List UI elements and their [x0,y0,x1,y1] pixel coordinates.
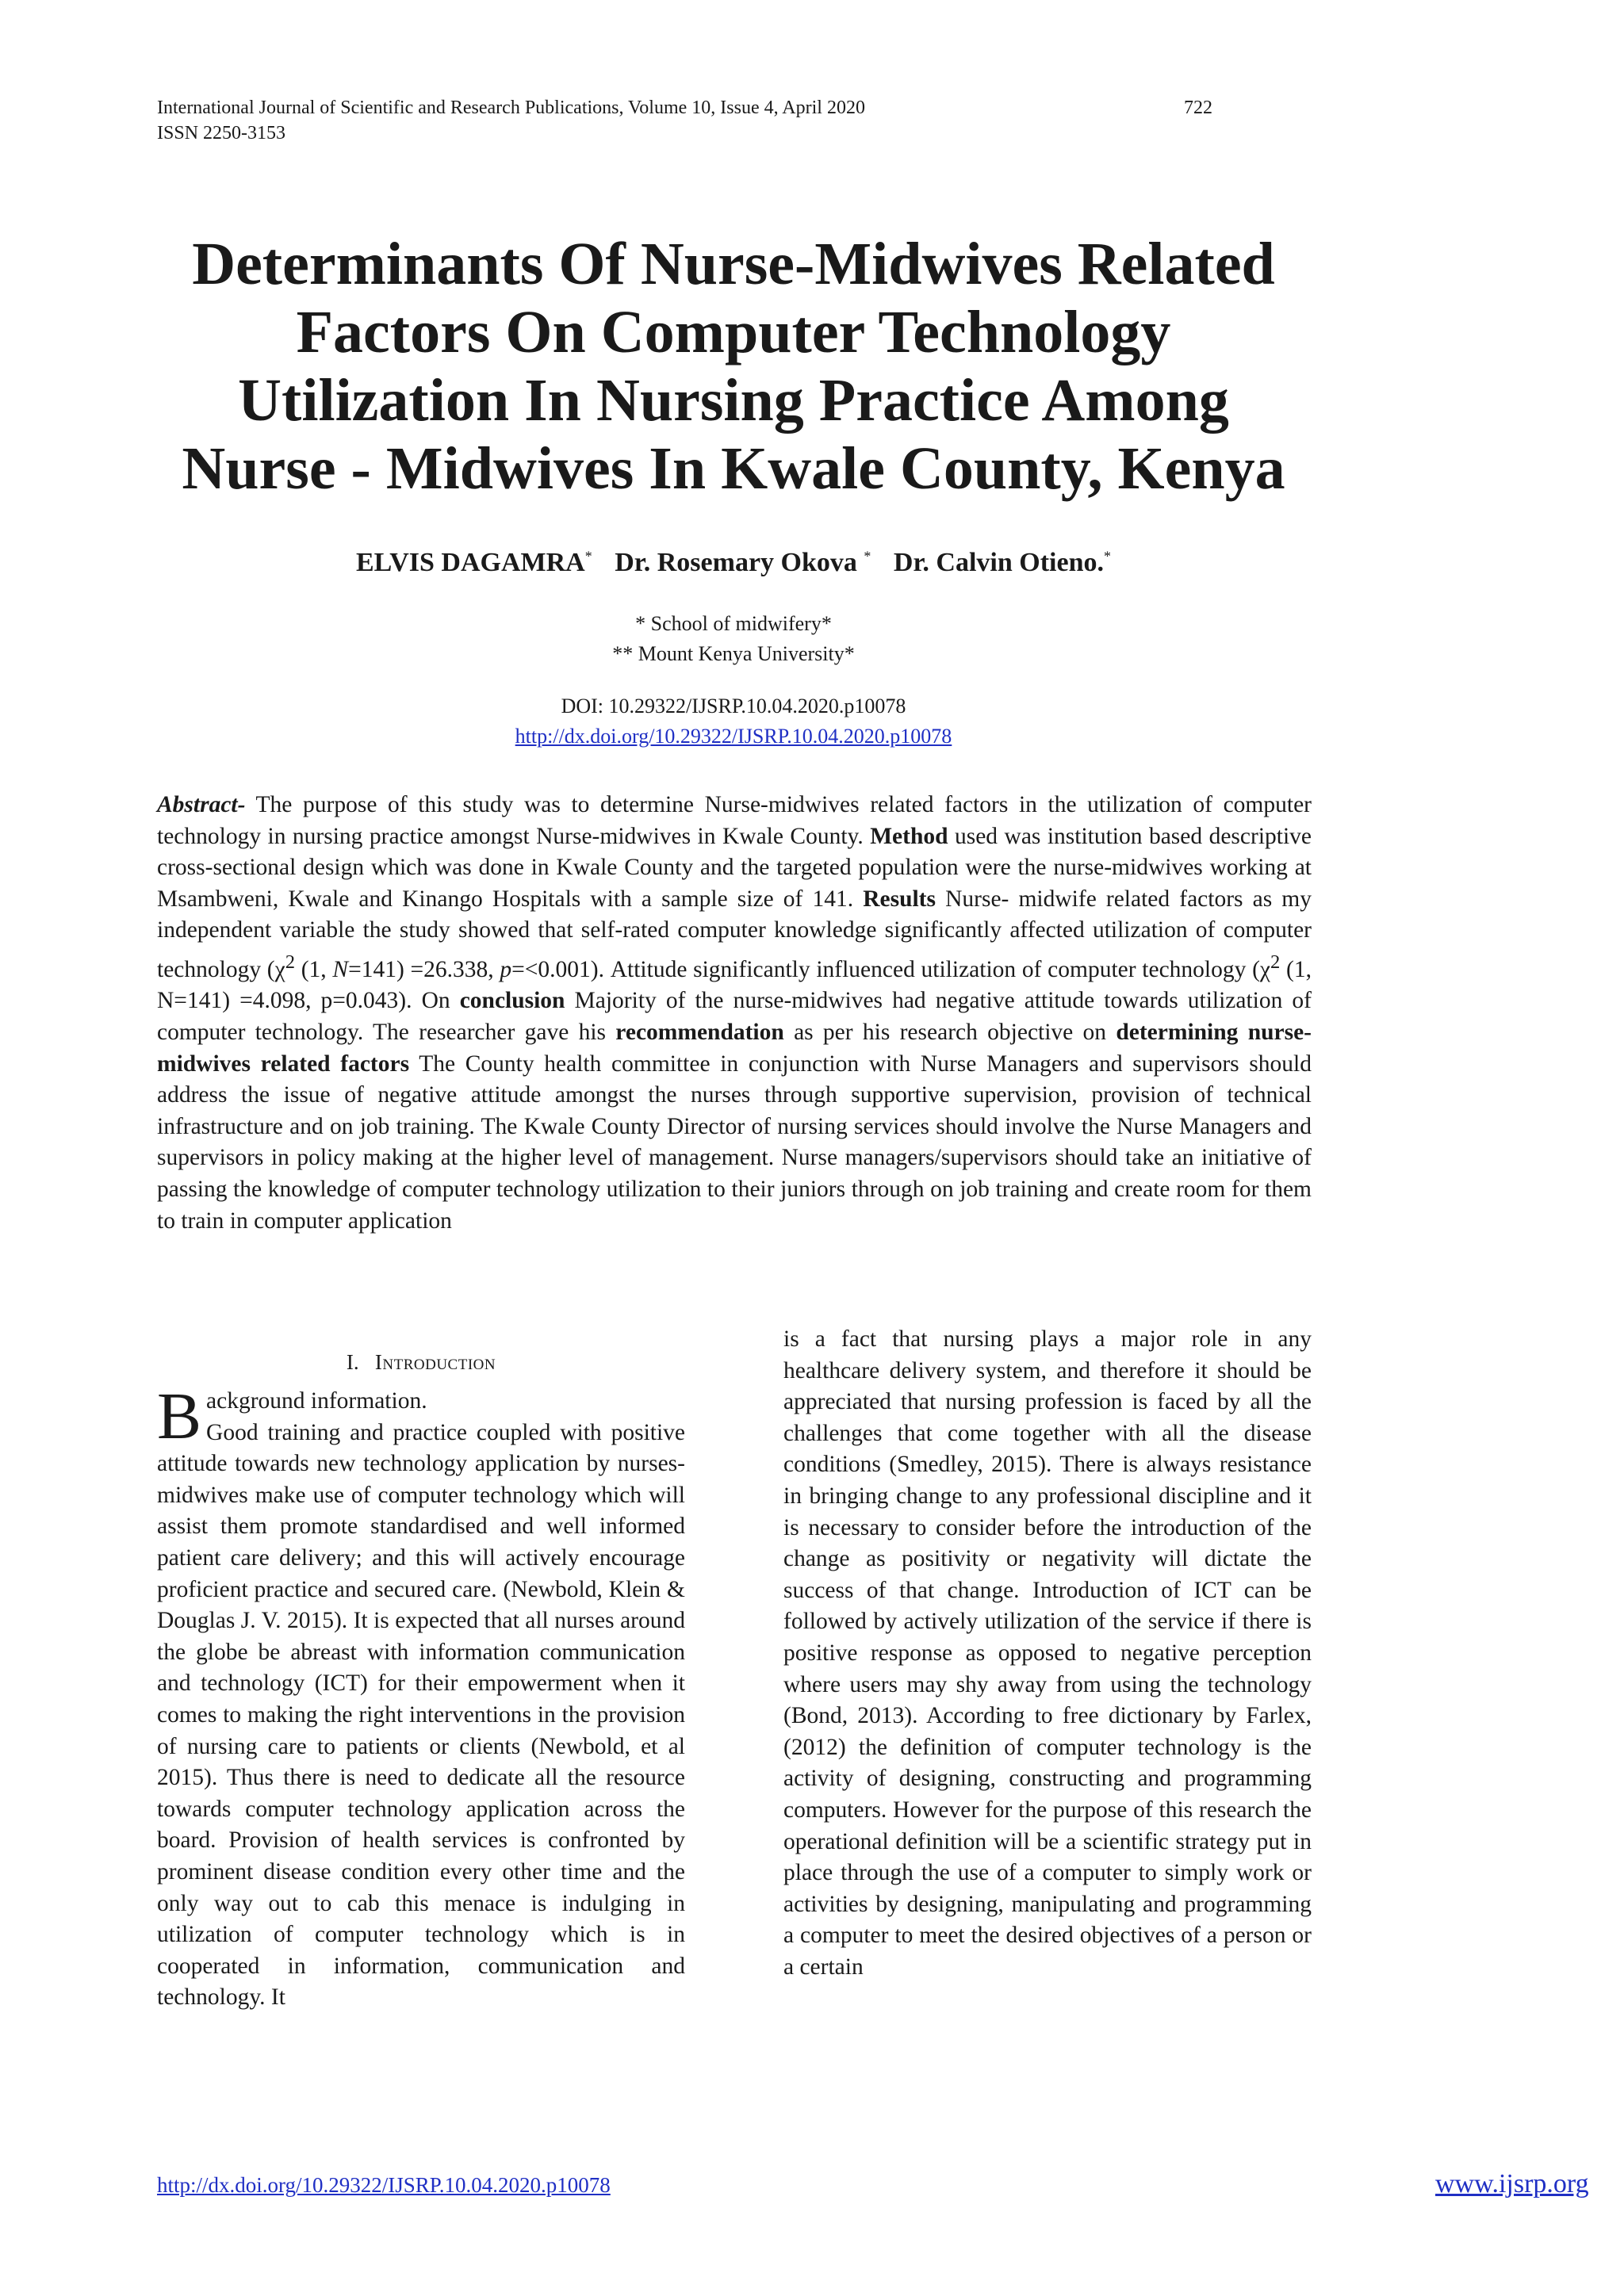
footer-doi-link[interactable]: http://dx.doi.org/10.29322/IJSRP.10.04.2020.p10078 [157,2173,611,2197]
intro-right-text: is a fact that nursing plays a major role in any healthcare delivery system, and therefore it should be appreciated that nursing profession is faced by all the challenges that come together with all the disease conditions (Smedley, 2015). There is always resistance in bringing change to any professional discipline and it is necessary to consider before the introduction of the change as positivity or negativity will dictate the success of that change. Introduction of ICT can be followed by actively utilization of the service if there is positive response as opposed to negative perception where users may shy away from using the technology (Bond, 2013). According to free dictionary by Farlex, (2012) the definition of computer technology is the activity of designing, constructing and programming computers. However for the purpose of this research the operational definition will be a scientific strategy put in place through the use of a computer to simply work or activities by designing, manipulating and programming a computer to meet the desired objectives of a person or a certain [783,1326,1312,1980]
affiliations [159,609,1308,669]
abstract-label: Abstract- [157,792,246,817]
author-list [159,539,1308,580]
method-label: Method [870,823,948,849]
left-column [157,1322,685,2014]
intro-left-text: Good training and practice coupled with positive attitude towards new technology application by nurses-midwives make use of computer technology which will assist them promote standardised and well informed patient care delivery; and this will actively encourage proficient practice and secured care. (Newbold, Klein & Douglas J. V. 2015). It is expected that all nurses around the globe be abreast with information communication and technology (ICT) for their empowerment when it comes to making the right interventions in the provision of nursing care to patients or clients (Newbold, et al 2015). Thus there is need to dedicate all the resource towards computer technology application across the board. Provision of health services is confronted by prominent disease condition every other time and the only way out to cab this menace is indulging in utilization of computer technology which is in cooperated in information, communication and technology. It [157,1419,685,2011]
recommendation-label: recommendation [615,1019,784,1045]
title-line: Utilization In Nursing Practice Among [238,367,1229,434]
doi-text: DOI: 10.29322/IJSRP.10.04.2020.p10078 [561,695,906,718]
title-line: Nurse - Midwives In Kwale County, Kenya [182,435,1285,502]
conclusion-label: conclusion [459,988,565,1014]
results-label: Results [863,886,936,912]
footer-site-link[interactable]: www.ijsrp.org [1435,2169,1589,2198]
running-header [157,95,1220,146]
right-column [783,1324,1312,1983]
drop-cap: B [157,1380,202,1453]
issn: ISSN 2250-3153 [157,123,286,144]
objective-label: determining nurse-midwives related factors [157,1019,1312,1077]
author: Dr. Calvin Otieno.* [893,548,1111,578]
author: Dr. Rosemary Okova * [615,548,871,578]
section-heading: I. Introduction [346,1350,496,1374]
doi-block [159,691,1308,752]
doi-link[interactable]: http://dx.doi.org/10.29322/IJSRP.10.04.2020.p10078 [515,725,952,748]
abstract: Abstract- The purpose of this study was to determine Nurse-midwives related factors in the utilization of computer technology in nursing practice amongst Nurse-midwives in Kwale County. Method used was institution based descriptive cross-sectional design which was done in Kwale County and the targeted population were the nurse-midwives working at Msambweni, Kwale and Kinango Hospitals with a sample size of 141. Results Nurse- midwife related factors as my independent variable the study showed that self-rated computer knowledge significantly affected utilization of computer technology ($\chi^2$ (1, N=141) =26.338, p=<0.001). Attitude significantly influenced utilization of computer technology ($\chi^2$ (1, N=141) =4.098, p=0.043). On conclusion Majority of the nurse-midwives had negative attitude towards utilization of computer technology. The researcher gave his recommendation as per his research objective on determining nurse-midwives related factors The County health committee in conjunction with Nurse Managers and supervisors should address the issue of negative attitude amongst the nurses through supportive supervision, provision of technical infrastructure and on job training. The Kwale County Director of nursing services should involve the Nurse Managers and supervisors in policy making at the higher level of management. Nurse managers/supervisors should take an initiative of passing the knowledge of computer technology utilization to their juniors through on job training and create room for them to train in computer application [157,792,1312,1234]
journal-name: International Journal of Scientific and Research Publications, Volume 10, Issue 4, April 2020 [157,98,865,118]
affiliation: ** Mount Kenya University* [612,642,855,665]
intro-first-line: ackground information. [206,1388,427,1414]
title-line: Factors On Computer Technology [296,299,1171,365]
affiliation: * School of midwifery* [635,612,832,635]
title-line: Determinants Of Nurse-Midwives Related [192,231,1275,297]
intro-paragraph [157,1380,685,2014]
author: ELVIS DAGAMRA* [356,548,592,578]
paper-title [111,230,1356,503]
page-number: 722 [1184,98,1212,118]
